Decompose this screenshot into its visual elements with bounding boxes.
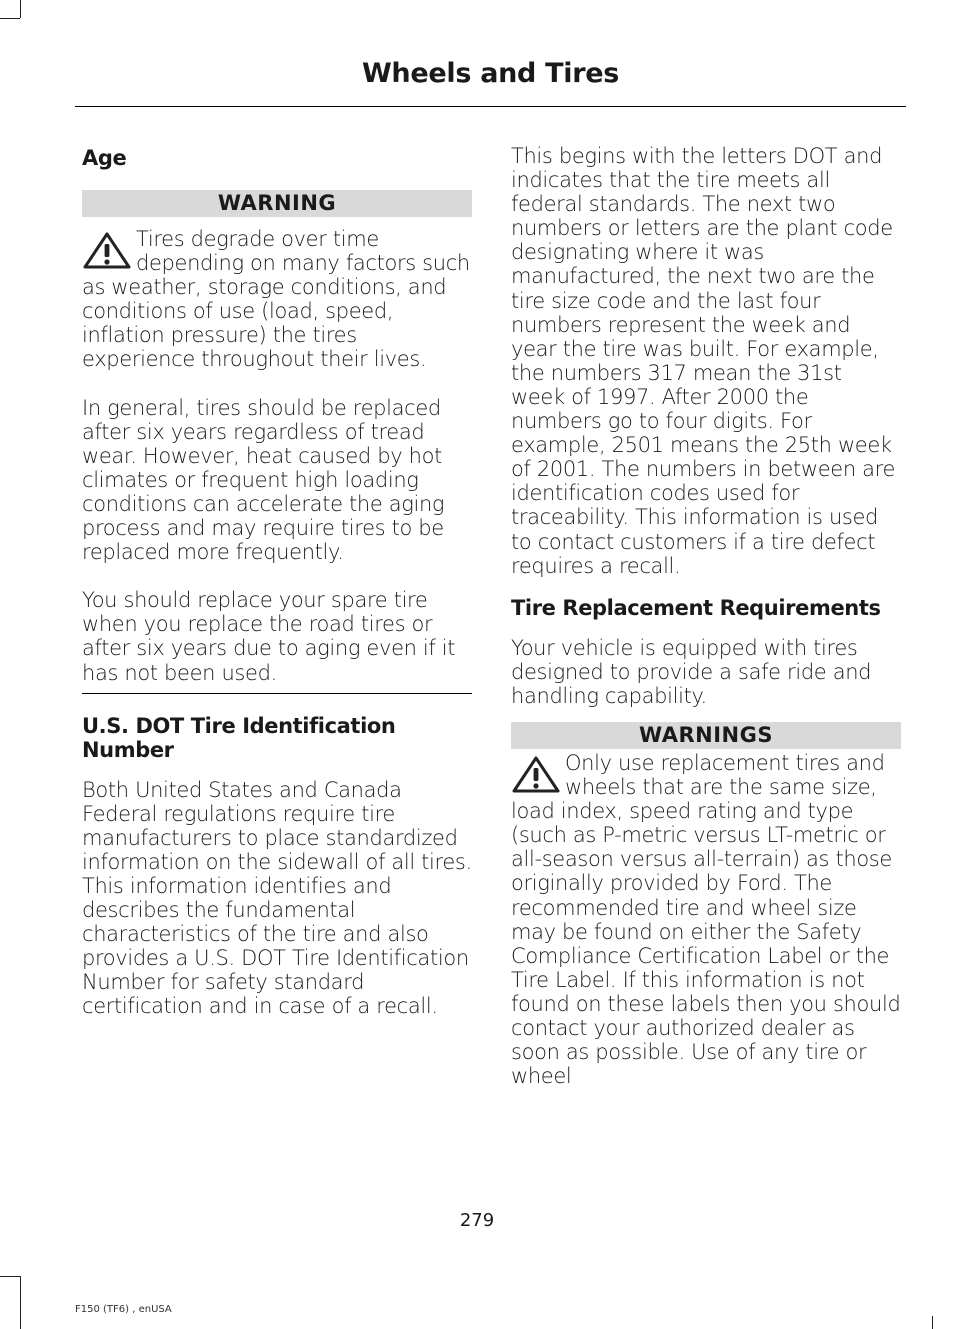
crop-mark	[20, 0, 21, 18]
page-number: 279	[459, 1210, 495, 1231]
crop-mark	[932, 1316, 933, 1329]
paragraph: This begins with the letters DOT and indicates that the tire meets all federal standards. The next two numbers or letters are the plant code designating where it was manufactured, the next two are the tire size code and the last four numbers represent the week and year the tire was built. For example, the numbers 317 mean the 31st week of 1997. After 2000 the numbers go to four digits. For example, 2501 means the 25th week of 2001. The numbers in between are identification codes used for traceability. This information is used to contact customers if a tire defect requires a recall.	[511, 144, 896, 578]
paragraph: Your vehicle is equipped with tires designed to provide a safe ride and handling capability.	[511, 635, 872, 708]
paragraph: In general, tires should be replaced after six years regardless of tread wear. However, heat caused by hot climates or frequent high loading conditions can accelerate the aging process and may require tires to be replaced more frequently.	[82, 395, 445, 565]
warning-text: Only use replacement tires and wheels that are the same size, load index, speed rating and type (such as P-metric versus LT-metric or all-season versus all-terrain) as those originally provided by Ford. The recommended tire and wheel size may be found on either the Safety Compliance Certification Label or the Tire Label. If this information is not found on these labels then you should contact your authorized dealer as soon as possible. Use of any tire or wheel	[511, 750, 901, 1089]
right-column	[511, 144, 901, 1112]
crop-mark	[20, 1276, 21, 1329]
section-divider	[82, 693, 472, 694]
warning-block	[511, 751, 901, 1088]
left-column	[82, 144, 472, 1043]
crop-mark	[0, 18, 20, 19]
crop-mark	[0, 1276, 20, 1277]
warning-triangle-icon	[511, 755, 561, 795]
paragraph: You should replace your spare tire when you replace the road tires or after six years due to aging even if it has not been used.	[82, 588, 456, 685]
warning-bar: WARNING	[82, 190, 472, 217]
dot-heading: U.S. DOT Tire Identification Number	[82, 713, 396, 762]
warning-triangle-icon	[82, 231, 132, 271]
warning-block	[82, 227, 472, 372]
warning-text: Tires degrade over time depending on many factors such as weather, storage conditions, and conditions of use (load, speed, inflation pressure) the tires experience throughout their lives.	[82, 227, 470, 372]
age-heading: Age	[82, 146, 127, 170]
document-id: F150 (TF6) , enUSA	[75, 1304, 172, 1315]
page-title: Wheels and Tires	[361, 58, 620, 89]
paragraph: Both United States and Canada Federal regulations require tire manufacturers to place standardized information on the sidewall of all tires. This information identifies and describes the fundamental characteristics of the tire and also provides a U.S. DOT Tire Identification Number for safety standard certification and in case of a recall.	[82, 777, 472, 1019]
replacement-heading: Tire Replacement Requirements	[511, 595, 881, 620]
header-rule	[75, 106, 906, 107]
warnings-bar: WARNINGS	[511, 722, 901, 749]
